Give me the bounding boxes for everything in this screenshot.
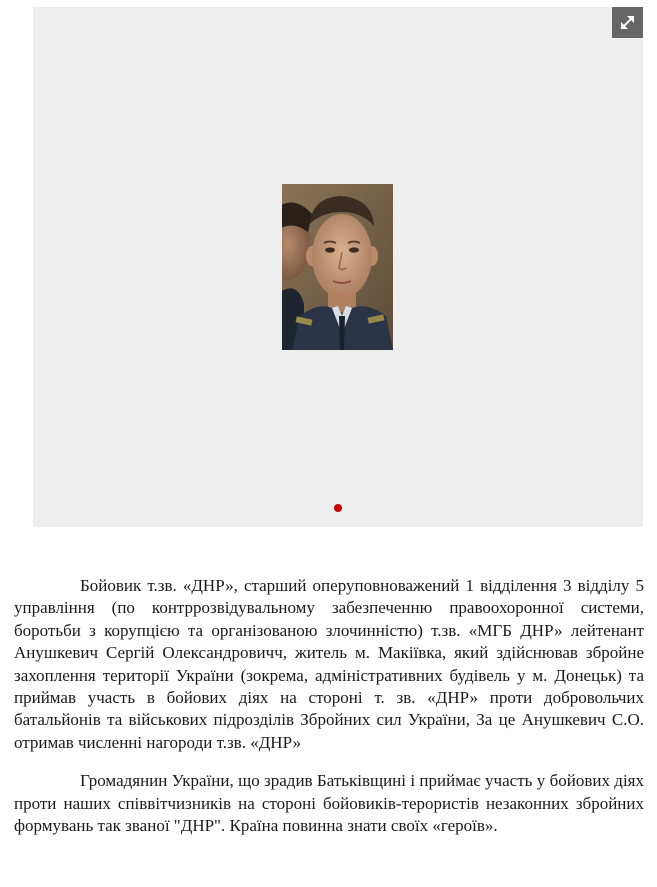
fullscreen-button[interactable]: [612, 7, 643, 38]
gallery-photo[interactable]: [282, 184, 393, 350]
photo-gallery: [33, 7, 643, 527]
article-body: [14, 575, 644, 853]
portrait-image: [282, 184, 393, 350]
article-paragraph: Громадянин України, що зрадив Батьківщині і приймає участь у бойових діях проти наших співвітчизників на стороні бойовиків-терористів незаконних збройних формувань так званої "ДНР". Країна повинна знати своїх «героїв».: [14, 771, 644, 836]
article-paragraph: Бойовик т.зв. «ДНР», старший оперуповноважений 1 відділення 3 відділу 5 управління (по контррозвідувальному забезпеченню правоохоронної системи, боротьби з корупцією та організованою злочинністю) т.зв. «МГБ ДНР» лейтенант Анушкевич Сергій Олександровичч, житель м. Макіївка, який здійснював збройне захоплення території України (зокрема, адміністративних будівель у м. Донецьк) та приймав участь в бойових діях на стороні т. зв. «ДНР» проти добровольчих батальйонів та військових підрозділів Збройних сил України, За це Анушкевич С.О. отримав численні нагороди т.зв. «ДНР»: [14, 576, 644, 752]
expand-arrows-icon: [612, 7, 643, 38]
slide-indicator: [33, 504, 643, 514]
slide-dot[interactable]: [334, 504, 342, 512]
